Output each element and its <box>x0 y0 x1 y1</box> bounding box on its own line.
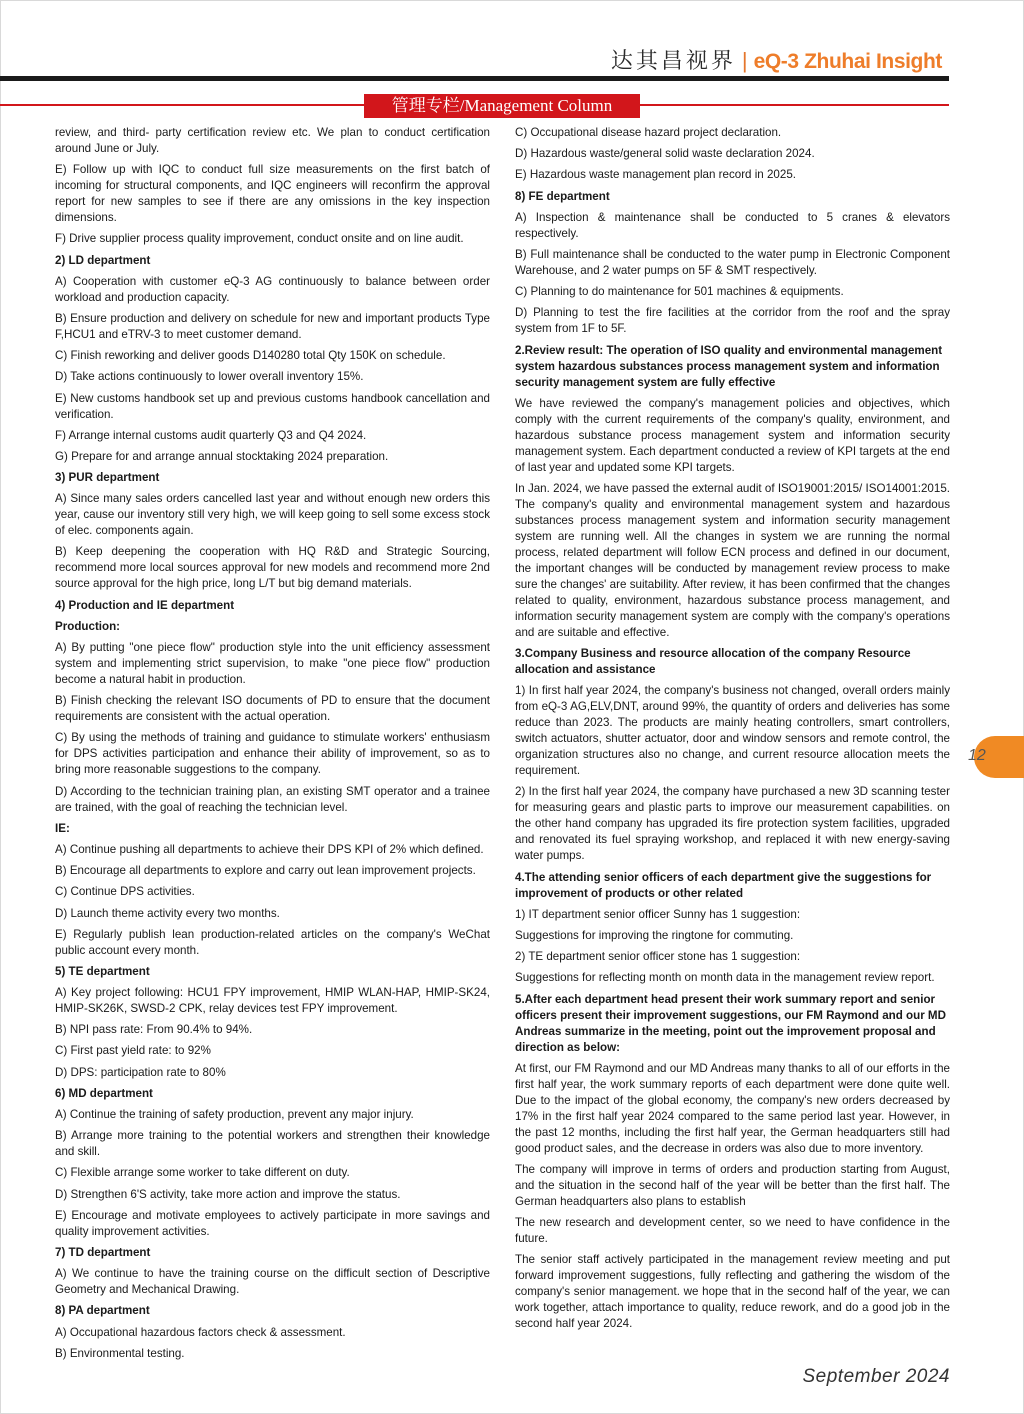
paragraph: A) Inspection & maintenance shall be conducted to 5 cranes & elevators respectively. <box>515 210 950 240</box>
section-heading: 4.The attending senior officers of each department give the suggestions for improvement of products or other related <box>515 870 932 900</box>
section-heading: 8) PA department <box>55 1304 150 1318</box>
paragraph: D) Launch theme activity every two months. <box>55 906 280 920</box>
paragraph: B) Full maintenance shall be conducted to the water pump in Electronic Component Warehouse, and 2 water pumps on 5F & SMT respectively. <box>515 247 950 277</box>
paragraph: C) Occupational disease hazard project declaration. <box>515 126 782 139</box>
paragraph: D) According to the technician training plan, an existing SMT operator and a trainee are trained, with the goal of reaching the technician level. <box>55 784 490 814</box>
paragraph: B) Keep deepening the cooperation with HQ R&D and Strategic Sourcing, recommend more local sources approval for new models and recommend more 2nd source approval for the high price, long L/T but big demand materials. <box>55 545 490 591</box>
masthead-title-cn: 达其昌视界 <box>610 49 736 74</box>
section-heading: 2) LD department <box>55 253 151 267</box>
paragraph: D) Strengthen 6'S activity, take more action and improve the status. <box>55 1187 401 1201</box>
paragraph: B) Encourage all departments to explore and carry out lean improvement projects. <box>55 864 476 878</box>
issue-date: September 2024 <box>802 1366 950 1387</box>
section-heading: 7) TD department <box>55 1245 151 1259</box>
paragraph: 1) In first half year 2024, the company's business not changed, overall orders mainly from eQ-3 AG,ELV,DNT, around 99%, the quantity of orders and deliveries has some reduce than 2023. The products are mainly heating controllers, smart controllers, switch actuators, shutter actuator, door and window sensors and remote control, the organization structures also no change, and current resource allocation meets the requirement. <box>515 684 950 778</box>
paragraph: B) Ensure production and delivery on schedule for new and important products Type F,HCU1 and eTRV-3 to meet customer demand. <box>55 311 490 341</box>
section-heading: 5.After each department head present their work summary report and senior officers present their improvement suggestions, our FM Raymond and our MD Andreas summarize in the meeting, point out the improvement proposal and direction as below: <box>515 992 946 1054</box>
paragraph: C) First past yield rate: to 92% <box>55 1044 211 1058</box>
paragraph: G) Prepare for and arrange annual stocktaking 2024 preparation. <box>55 449 389 463</box>
right-column <box>515 125 950 1338</box>
paragraph: Suggestions for improving the ringtone for commuting. <box>515 929 794 942</box>
masthead-title-en: eQ-3 Zhuhai Insight <box>753 50 942 73</box>
paragraph: A) Occupational hazardous factors check & assessment. <box>55 1325 346 1339</box>
section-heading: IE: <box>55 821 70 835</box>
section-heading: 3.Company Business and resource allocation of the company Resource allocation and assistance <box>515 647 911 677</box>
paragraph: D) DPS: participation rate to 80% <box>55 1065 226 1079</box>
paragraph: E) Hazardous waste management plan record in 2025. <box>515 168 796 182</box>
paragraph: 2) TE department senior officer stone has 1 suggestion: <box>515 950 801 964</box>
paragraph: A) Key project following: HCU1 FPY improvement, HMIP WLAN-HAP, HMIP-SK24, HMIP-SK26K, SWSD-2 CPK, relay devices test FPY improvement. <box>55 986 490 1016</box>
paragraph: 1) IT department senior officer Sunny has 1 suggestion: <box>515 907 801 921</box>
paragraph: Suggestions for reflecting month on month data in the management review report. <box>515 971 935 985</box>
paragraph: We have reviewed the company's management policies and objectives, which comply with the current requirements of the company's quality, environment, and hazardous substance process management system and information security management system. Each department conducted a review of KPI targets at the end of last year and updated some KPI targets. <box>515 396 950 474</box>
paragraph: The new research and development center, so we need to have confidence in the future. <box>515 1216 950 1246</box>
paragraph: B) Arrange more training to the potential workers and strengthen their knowledge and skill. <box>55 1129 490 1159</box>
paragraph: C) Finish reworking and deliver goods D140280 total Qty 150K on schedule. <box>55 349 446 363</box>
header-rule <box>0 76 949 81</box>
paragraph: A) By putting "one piece flow" production style into the unit efficiency assessment system and implementing strict supervision, to make "one piece flow" production become a natural habit in production. <box>55 641 490 686</box>
paragraph: E) Regularly publish lean production-related articles on the company's WeChat public account every month. <box>55 927 490 957</box>
paragraph: C) Flexible arrange some worker to take different on duty. <box>55 1166 350 1180</box>
paragraph: The senior staff actively participated in the management review meeting and put forward improvement suggestions, fully reflecting and gathering the wisdom of the company's senior management. we hope that in the second half of the year, we can work together, attach importance to quality, reduce rework, and do a good job in the second half year 2024. <box>515 1253 950 1331</box>
paragraph: C) Continue DPS activities. <box>55 885 195 899</box>
section-heading: 2.Review result: The operation of ISO quality and environmental management system hazardous substances process management system and information security management system are fully effective <box>515 343 943 389</box>
paragraph: C) Planning to do maintenance for 501 machines & equipments. <box>515 285 844 299</box>
paragraph: A) Since many sales orders cancelled last year and without enough new orders this year, cause our inventory still very high, we will keep going to sell some excess stock of elec. components again. <box>55 492 490 538</box>
paragraph: D) Take actions continuously to lower overall inventory 15%. <box>55 370 364 384</box>
paragraph: review, and third- party certification review etc. We plan to conduct certification around June or July. <box>55 126 490 155</box>
section-heading: 4) Production and IE department <box>55 598 235 612</box>
paragraph: C) By using the methods of training and guidance to stimulate workers' enthusiasm for DPS activities participation and enhance their ability of improvement, so as to bring more reasonable suggestions to the company. <box>55 731 490 777</box>
paragraph: D) Hazardous waste/general solid waste declaration 2024. <box>515 147 815 161</box>
paragraph: E) New customs handbook set up and previous customs handbook cancellation and verification. <box>55 391 490 421</box>
paragraph: F) Drive supplier process quality improvement, conduct onsite and on line audit. <box>55 232 464 246</box>
paragraph: E) Follow up with IQC to conduct full size measurements on the first batch of incoming for structural components, and IQC engineers will reconfirm the approval report for new samples to see if there are any omissions in the key inspection dimensions. <box>55 163 490 225</box>
paragraph: D) Planning to test the fire facilities at the corridor from the roof and the spray system from 1F to 5F. <box>515 306 950 336</box>
masthead <box>611 44 942 75</box>
section-heading: 3) PUR department <box>55 471 160 485</box>
masthead-separator: | <box>741 48 748 73</box>
paragraph: F) Arrange internal customs audit quarterly Q3 and Q4 2024. <box>55 428 367 442</box>
left-column <box>55 125 490 1367</box>
paragraph: E) Encourage and motivate employees to actively participate in more savings and quality improvement activities. <box>55 1208 490 1238</box>
paragraph: In Jan. 2024, we have passed the external audit of ISO19001:2015/ ISO14001:2015. The company's quality and environmental management system and hazardous substances process management system and information security management system are running well. All the changes in system we are running the normal process, related department will follow ECN process and defined in our document, the important changes will be conducted by management review process to make sure the changes' are suitability. After review, it has been confirmed that the changes related to quality, environment, hazardous substance process management, and information security management system are comply with the company's operations and are suitable and effective. <box>515 481 950 639</box>
column-label: 管理专栏/Management Column <box>364 94 640 118</box>
page-number: 12 <box>968 747 986 764</box>
paragraph: B) Finish checking the relevant ISO documents of PD to ensure that the document requirements are consistent with the actual operation. <box>55 694 490 724</box>
paragraph: At first, our FM Raymond and our MD Andreas many thanks to all of our efforts in the first half year, the work summary reports of each department were done quite well. Due to the impact of the global economy, the company's new orders decreased by 17% in the first half year 2024 compared to the same period last year. However, in the past 12 months, including the first half year, the German headquarters still had good product sales, and the decrease in orders was also due to more inventory. <box>515 1061 950 1155</box>
paragraph: A) We continue to have the training course on the difficult section of Descriptive Geometry and Mechanical Drawing. <box>55 1267 490 1297</box>
paragraph: A) Continue the training of safety production, prevent any major injury. <box>55 1108 414 1121</box>
paragraph: The company will improve in terms of orders and production starting from August, and the situation in the second half of the year will be better than the first half. The German headquarters also plans to establish <box>515 1162 950 1208</box>
paragraph: B) NPI pass rate: From 90.4% to 94%. <box>55 1023 253 1037</box>
paragraph: A) Cooperation with customer eQ-3 AG continuously to balance between order workload and production capacity. <box>55 274 490 304</box>
section-heading: 5) TE department <box>55 964 150 978</box>
section-heading: 6) MD department <box>55 1086 153 1100</box>
section-heading: 8) FE department <box>515 189 610 203</box>
section-heading: Production: <box>55 619 121 633</box>
paragraph: 2) In the first half year 2024, the company have purchased a new 3D scanning tester for measuring gears and plastic parts to improve our measurement capabilities. on the other hand company has upgraded its fire protection system facilities, upgraded and renovated its fuel spraying workshop, and replaced it with new energy-saving water pumps. <box>515 785 950 863</box>
paragraph: B) Environmental testing. <box>55 1346 185 1360</box>
paragraph: A) Continue pushing all departments to achieve their DPS KPI of 2% which defined. <box>55 842 484 856</box>
